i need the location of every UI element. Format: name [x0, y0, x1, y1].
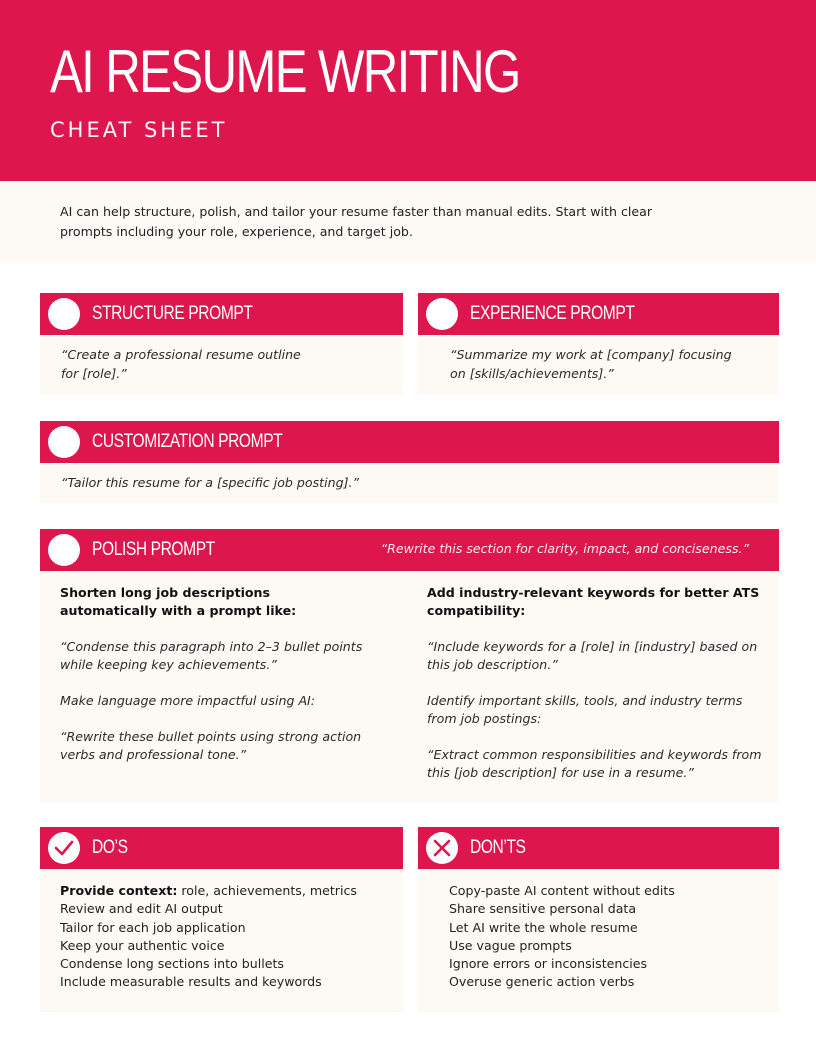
- card-header: [418, 827, 779, 869]
- list-item: Tailor for each job application: [60, 919, 246, 935]
- list-item: Copy-paste AI content without edits: [449, 883, 675, 898]
- header-prompt-quote: “Rewrite this section for clarity, impact, and conciseness.”: [380, 541, 749, 556]
- card-header: [40, 421, 779, 463]
- card-title: CUSTOMIZATION PROMPT: [92, 431, 283, 452]
- hero-banner: [0, 0, 816, 181]
- prompt-quote: “Create a professional resume outline for [role].”: [61, 347, 301, 381]
- experience-prompt-card: [418, 293, 779, 395]
- circle-icon: [48, 298, 80, 330]
- list-item: Keep your authentic voice: [60, 937, 225, 953]
- page-title: AI RESUME WRITING: [50, 38, 520, 105]
- list-item: Let AI write the whole resume: [449, 919, 638, 935]
- card-title: DON’TS: [470, 837, 526, 858]
- list-item: Use vague prompts: [449, 937, 572, 953]
- donts-list: [449, 882, 675, 992]
- dos-card: [40, 827, 403, 1012]
- donts-card: [418, 827, 779, 1012]
- card-header: [418, 293, 779, 335]
- polish-column-keywords: [427, 584, 762, 800]
- page-subtitle: CHEAT SHEET: [50, 118, 228, 142]
- list-item: [60, 882, 357, 900]
- polish-column-shorten: [60, 584, 370, 782]
- prompt-quote: “Tailor this resume for a [specific job posting].”: [61, 475, 360, 490]
- column-lead: Add industry-relevant keywords for better ATS compatibility:: [427, 585, 760, 618]
- list-item: Condense long sections into bullets: [60, 956, 284, 972]
- card-title: STRUCTURE PROMPT: [92, 303, 253, 324]
- intro-section: [0, 181, 816, 261]
- column-item: “Rewrite these bullet points using strong action verbs and professional tone.”: [60, 729, 362, 762]
- list-item: Include measurable results and keywords: [60, 974, 322, 990]
- column-item: “Extract common responsibilities and keywords from this [job description] for use in a resume.”: [427, 747, 762, 780]
- circle-icon: [48, 426, 80, 458]
- card-body: [40, 869, 403, 1012]
- circle-icon: [48, 534, 80, 566]
- card-body: [40, 335, 403, 395]
- list-item: Overuse generic action verbs: [449, 974, 635, 990]
- card-body: [418, 869, 779, 1012]
- card-title: DO’S: [92, 837, 128, 858]
- prompt-quote: “Summarize my work at [company] focusing on [skills/achievements].”: [450, 347, 732, 381]
- intro-text: AI can help structure, polish, and tailor your resume faster than manual edits. Start with clear prompts including your role, experience, and target job.: [60, 204, 653, 239]
- checkmark-icon: [48, 832, 80, 864]
- column-item: Make language more impactful using AI:: [60, 693, 316, 708]
- card-header: [40, 293, 403, 335]
- list-item-bold: Provide context:: [60, 883, 178, 898]
- card-header: [40, 827, 403, 869]
- list-item-text: role, achievements, metrics: [177, 883, 357, 898]
- column-item: Identify important skills, tools, and industry terms from job postings:: [427, 693, 743, 726]
- list-item: Review and edit AI output: [60, 901, 223, 917]
- customization-prompt-card: [40, 421, 779, 503]
- structure-prompt-card: [40, 293, 403, 395]
- card-body: [40, 571, 779, 802]
- list-item: Ignore errors or inconsistencies: [449, 956, 648, 972]
- card-body: [418, 335, 779, 395]
- column-item: “Include keywords for a [role] in [industry] based on this job description.”: [427, 639, 758, 672]
- polish-prompt-card: [40, 529, 779, 802]
- card-title: EXPERIENCE PROMPT: [470, 303, 635, 324]
- x-mark-icon: [426, 832, 458, 864]
- dos-list: [60, 882, 357, 992]
- circle-icon: [426, 298, 458, 330]
- column-item: “Condense this paragraph into 2–3 bullet points while keeping key achievements.”: [60, 639, 363, 672]
- list-item: Share sensitive personal data: [449, 901, 637, 917]
- card-body: [40, 463, 779, 503]
- card-title: POLISH PROMPT: [92, 539, 215, 560]
- column-lead: Shorten long job descriptions automatically with a prompt like:: [60, 585, 297, 618]
- card-header: [40, 529, 779, 571]
